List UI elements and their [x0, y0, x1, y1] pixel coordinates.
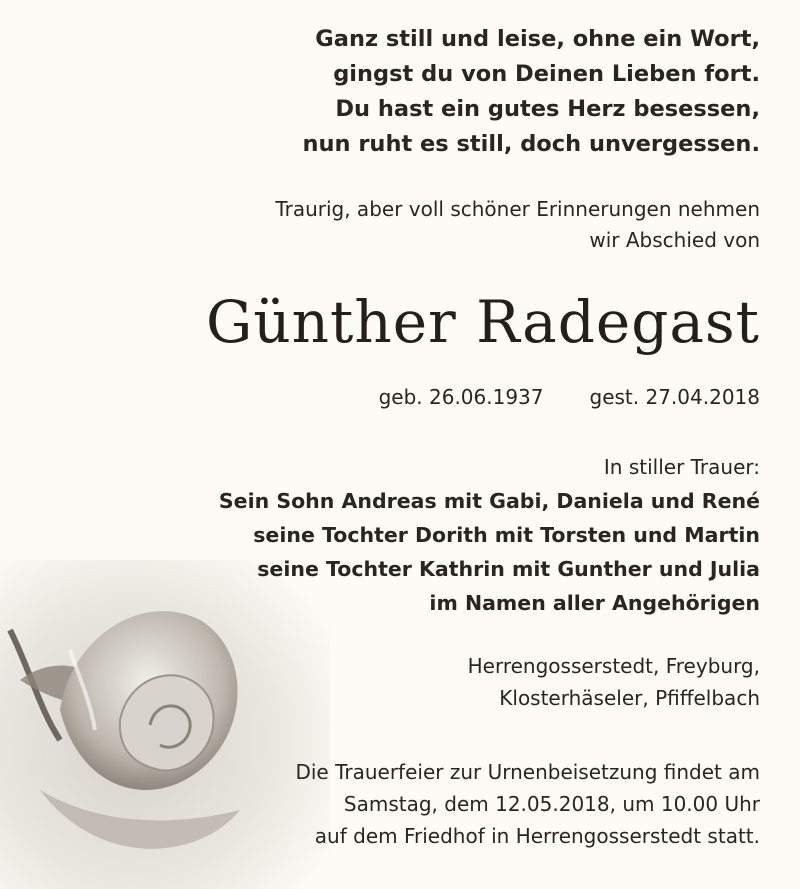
places [468, 650, 760, 714]
mourners-list [219, 484, 760, 620]
poem-line: Ganz still und leise, ohne ein Wort, [315, 26, 760, 52]
intro-line: wir Abschied von [589, 228, 760, 252]
service-line: auf dem Friedhof in Herrengosserstedt statt. [314, 824, 760, 848]
mourner-line: im Namen aller Angehörigen [429, 591, 760, 615]
poem [302, 22, 760, 162]
mourner-line: Sein Sohn Andreas mit Gabi, Daniela und René [218, 489, 760, 513]
service-line: Samstag, dem 12.05.2018, um 10.00 Uhr [343, 792, 760, 816]
poem-line: nun ruht es still, doch unvergessen. [302, 131, 760, 157]
intro-line: Traurig, aber voll schöner Erinnerungen nehmen [275, 197, 760, 221]
mourner-line: seine Tochter Dorith mit Torsten und Martin [253, 523, 760, 547]
life-dates [379, 382, 760, 412]
mourner-line: seine Tochter Kathrin mit Gunther und Julia [257, 557, 760, 581]
death-date: gest. 27.04.2018 [589, 385, 760, 409]
place-line: Klosterhäseler, Pfiffelbach [499, 686, 760, 710]
mourning-heading: In stiller Trauer: [603, 455, 760, 479]
deceased-name: Günther Radegast [205, 288, 760, 356]
intro-text [275, 194, 760, 256]
place-line: Herrengosserstedt, Freyburg, [467, 654, 760, 678]
service-line: Die Trauerfeier zur Urnenbeisetzung findet am [295, 760, 760, 784]
service-info [295, 756, 760, 852]
birth-date: geb. 26.06.1937 [378, 385, 544, 409]
poem-line: Du hast ein gutes Herz besessen, [335, 96, 760, 122]
poem-line: gingst du von Deinen Lieben fort. [333, 61, 760, 87]
